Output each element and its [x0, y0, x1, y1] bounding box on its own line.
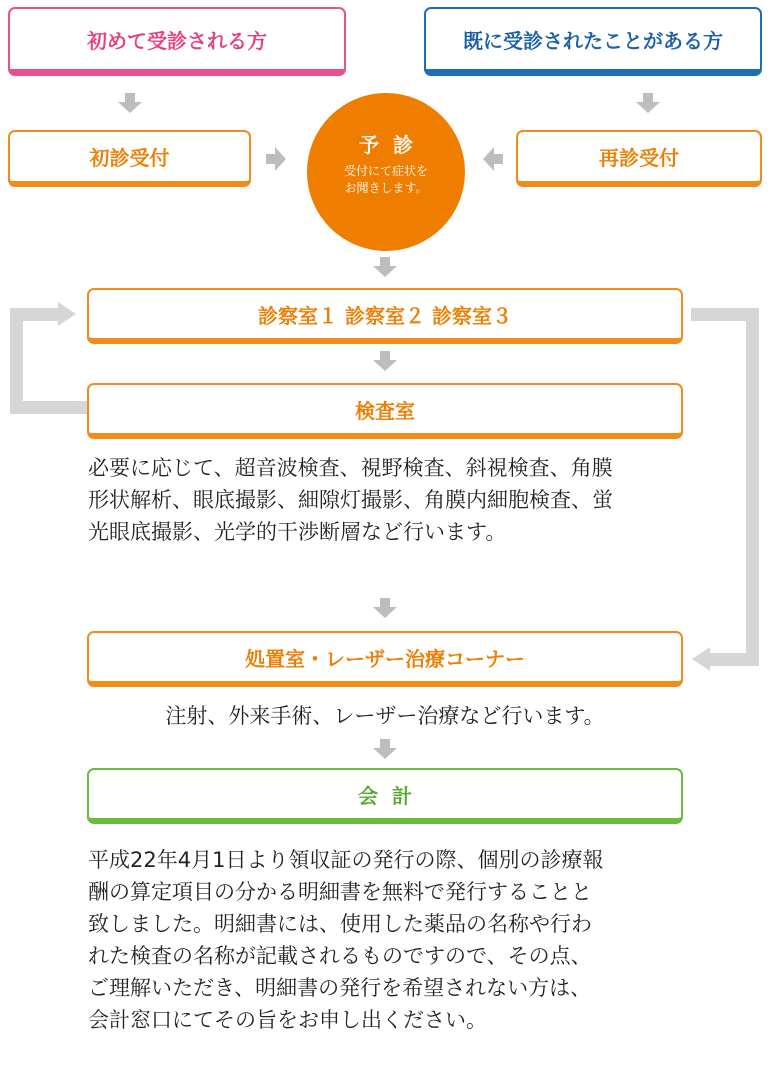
- test-room-description: [88, 452, 698, 548]
- first-visit-label: 初めて受診される方: [87, 28, 267, 53]
- payment-description: [88, 844, 708, 1036]
- payment-box: [87, 768, 683, 824]
- description-line: れた検査の名称が記載されるものですので、その点、: [88, 944, 592, 968]
- loop-arrow-icon: [58, 302, 76, 326]
- description-line: 致しました。明細書には、使用した薬品の名称や行わ: [88, 912, 592, 936]
- loop-connector-left-top: [10, 308, 60, 321]
- description-line: 光眼底撮影、光学的干渉断層など行います。: [88, 520, 507, 544]
- payment-label: 会計: [358, 783, 426, 808]
- returning-visit-label: 既に受診されたことがある方: [463, 28, 723, 53]
- description-line: 酬の算定項目の分かる明細書を無料で発行することと: [88, 880, 592, 904]
- preliminary-exam-desc: [307, 163, 465, 197]
- preliminary-exam-title: 予診: [359, 133, 427, 157]
- first-reception-box: [8, 130, 251, 187]
- test-room-label: 検査室: [355, 398, 415, 423]
- loop-connector-left: [10, 308, 23, 414]
- description-line: 形状解析、眼底撮影、細隙灯撮影、角膜内細胞検査、蛍: [88, 488, 613, 512]
- preliminary-desc-line: 受付にて症状を: [343, 164, 428, 178]
- exam-rooms-box: [87, 288, 683, 344]
- loop-connector-right: [746, 308, 759, 666]
- return-reception-box: [516, 130, 762, 187]
- description-line: 会計窓口にてその旨をお申し出ください。: [88, 1008, 487, 1032]
- preliminary-exam-circle: [307, 93, 465, 251]
- test-room-box: [87, 383, 683, 439]
- loop-connector-left-bottom: [10, 401, 88, 414]
- treatment-box: [87, 631, 683, 687]
- return-reception-label: 再診受付: [599, 146, 679, 170]
- treatment-description: 注射、外来手術、レーザー治療など行います。: [165, 704, 605, 728]
- description-line: 必要に応じて、超音波検査、視野検査、斜視検査、角膜: [88, 456, 613, 480]
- first-visit-box: [8, 7, 346, 76]
- description-line: ご理解いただき、明細書の発行を希望されない方は、: [88, 976, 592, 1000]
- preliminary-desc-line: お聞きします。: [344, 181, 428, 195]
- description-line: 平成22年4月1日より領収証の発行の際、個別の診療報: [88, 848, 604, 872]
- returning-visit-box: [424, 7, 762, 76]
- exam-rooms-label: 診察室１ 診察室２ 診察室３: [258, 303, 512, 328]
- first-reception-label: 初診受付: [89, 146, 170, 170]
- loop-arrow-icon: [692, 647, 710, 671]
- treatment-label: 処置室・レーザー治療コーナー: [245, 646, 525, 671]
- loop-connector-right-bottom: [710, 653, 759, 666]
